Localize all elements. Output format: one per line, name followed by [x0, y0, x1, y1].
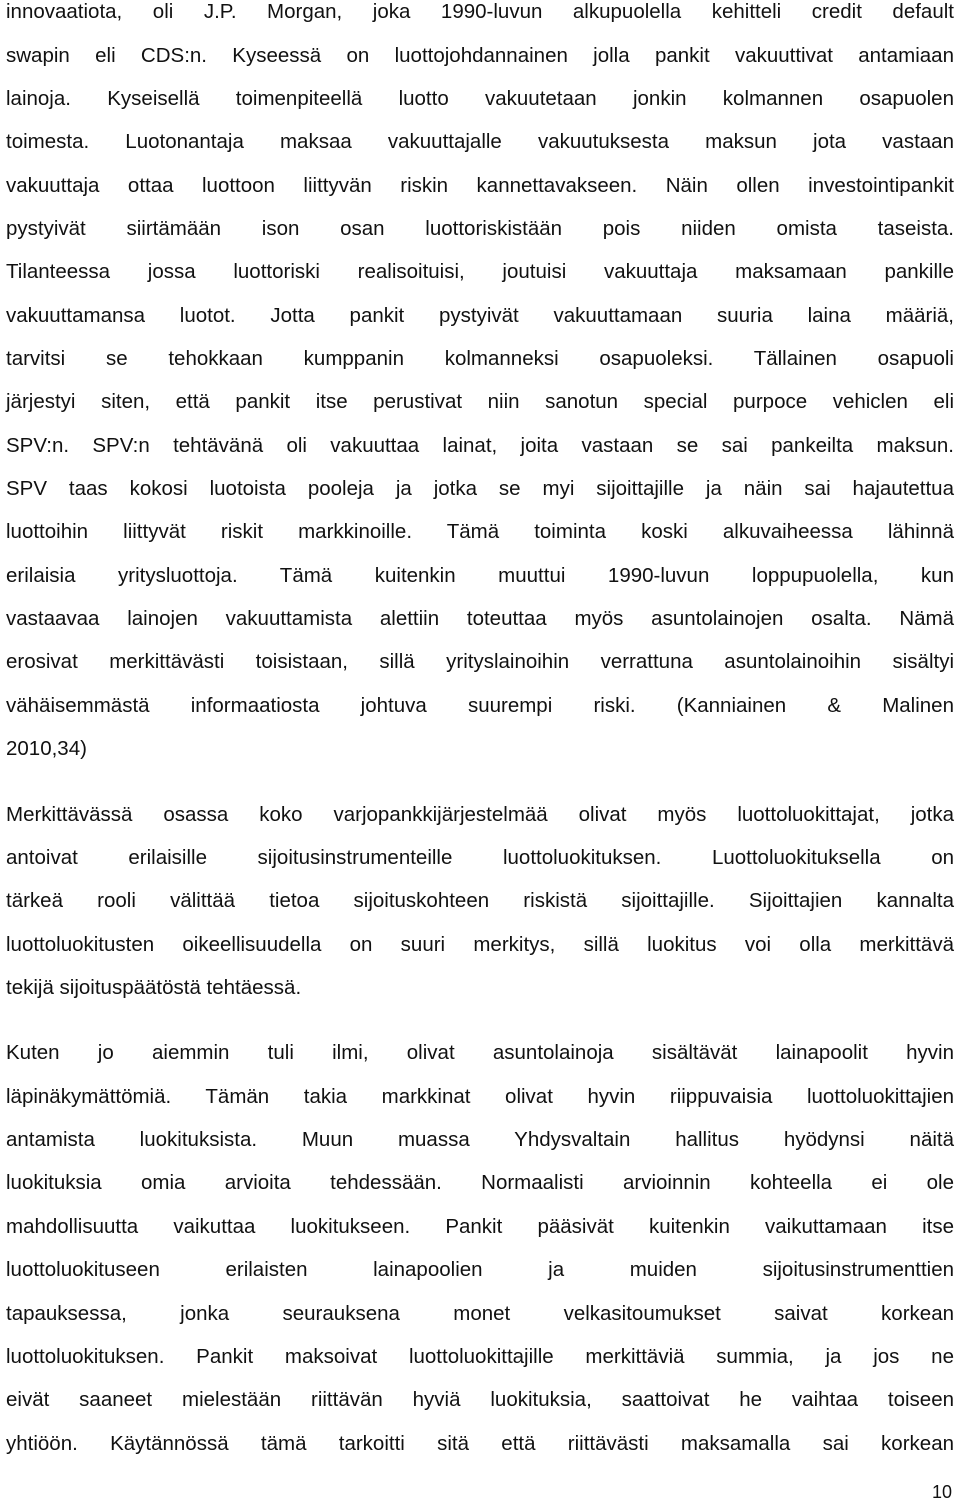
paragraph-2-line-2: antoivat erilaisille sijoitusinstrumenteille luottoluokituksen. Luottoluokituksella on — [6, 846, 954, 869]
paragraph-3-line-2: läpinäkymättömiä. Tämän takia markkinat olivat hyvin riippuvaisia luottoluokittajien — [6, 1085, 954, 1108]
paragraph-3-line-10: yhtiöön. Käytännössä tämä tarkoitti sitä että riittävästi maksamalla sai korkean — [6, 1432, 954, 1455]
paragraph-1-line-4: toimesta. Luotonantaja maksaa vakuuttajalle vakuutuksesta maksun jota vastaan — [6, 130, 954, 153]
paragraph-1-line-6: pystyivät siirtämään ison osan luottoriskistään pois niiden omista taseista. — [6, 217, 954, 240]
paragraph-3-line-1: Kuten jo aiemmin tuli ilmi, olivat asuntolainoja sisältävät lainapoolit hyvin — [6, 1041, 954, 1064]
paragraph-1-line-7: Tilanteessa jossa luottoriski realisoituisi, joutuisi vakuuttaja maksamaan pankille — [6, 260, 954, 283]
paragraph-1-line-2: swapin eli CDS:n. Kyseessä on luottojohdannainen jolla pankit vakuuttivat antamiaan — [6, 44, 954, 67]
paragraph-3-line-8: luottoluokituksen. Pankit maksoivat luottoluokittajille merkittäviä summia, ja jos ne — [6, 1345, 954, 1368]
paragraph-1-line-16: erosivat merkittävästi toisistaan, sillä yrityslainoihin verrattuna asuntolainoihin sisältyi — [6, 650, 954, 673]
paragraph-3-line-3: antamista luokituksista. Muun muassa Yhdysvaltain hallitus hyödynsi näitä — [6, 1128, 954, 1151]
paragraph-1-line-17: vähäisemmästä informaatiosta johtuva suurempi riski. (Kanniainen & Malinen — [6, 694, 954, 717]
paragraph-2-line-5: tekijä sijoituspäätöstä tehtäessä. — [6, 976, 302, 999]
paragraph-1-line-8: vakuuttamansa luotot. Jotta pankit pystyivät vakuuttamaan suuria laina määriä, — [6, 304, 954, 327]
paragraph-1-line-18: 2010,34) — [6, 737, 87, 760]
paragraph-1-line-9: tarvitsi se tehokkaan kumppanin kolmanneksi osapuoleksi. Tällainen osapuoli — [6, 347, 954, 370]
paragraph-3-line-6: luottoluokituseen erilaisten lainapoolien ja muiden sijoitusinstrumenttien — [6, 1258, 954, 1281]
paragraph-3-line-4: luokituksia omia arvioita tehdessään. Normaalisti arvioinnin kohteella ei ole — [6, 1171, 954, 1194]
paragraph-3-line-5: mahdollisuutta vaikuttaa luokitukseen. Pankit pääsivät kuitenkin vaikuttamaan itse — [6, 1215, 954, 1238]
paragraph-3-line-9: eivät saaneet mielestään riittävän hyviä luokituksia, saattoivat he vaihtaa toiseen — [6, 1388, 954, 1411]
paragraph-2-line-1: Merkittävässä osassa koko varjopankkijärjestelmää olivat myös luottoluokittajat, jotka — [6, 803, 954, 826]
paragraph-1-line-1: innovaatiota, oli J.P. Morgan, joka 1990-luvun alkupuolella kehitteli credit default — [6, 0, 954, 23]
paragraph-1-line-15: vastaavaa lainojen vakuuttamista alettiin toteuttaa myös asuntolainojen osalta. Nämä — [6, 607, 954, 630]
paragraph-1-line-5: vakuuttaja ottaa luottoon liittyvän riskin kannettavakseen. Näin ollen investointipankit — [6, 174, 954, 197]
paragraph-2-line-3: tärkeä rooli välittää tietoa sijoituskohteen riskistä sijoittajille. Sijoittajien kannalta — [6, 889, 954, 912]
paragraph-1-line-3: lainoja. Kyseisellä toimenpiteellä luotto vakuutetaan jonkin kolmannen osapuolen — [6, 87, 954, 110]
paragraph-1-line-11: SPV:n. SPV:n tehtävänä oli vakuuttaa lainat, joita vastaan se sai pankeilta maksun. — [6, 434, 954, 457]
paragraph-2-line-4: luottoluokitusten oikeellisuudella on suuri merkitys, sillä luokitus voi olla merkittävä — [6, 933, 954, 956]
paragraph-1-line-13: luottoihin liittyvät riskit markkinoille. Tämä toiminta koski alkuvaiheessa lähinnä — [6, 520, 954, 543]
paragraph-1-line-12: SPV taas kokosi luotoista pooleja ja jotka se myi sijoittajille ja näin sai hajautettua — [6, 477, 954, 500]
paragraph-3-line-7: tapauksessa, jonka seurauksena monet velkasitoumukset saivat korkean — [6, 1302, 954, 1325]
paragraph-1-line-10: järjestyi siten, että pankit itse perustivat niin sanotun special purpoce vehiclen eli — [6, 390, 954, 413]
paragraph-1-line-14: erilaisia yritysluottoja. Tämä kuitenkin muuttui 1990-luvun loppupuolella, kun — [6, 564, 954, 587]
page-number: 10 — [931, 1482, 952, 1502]
